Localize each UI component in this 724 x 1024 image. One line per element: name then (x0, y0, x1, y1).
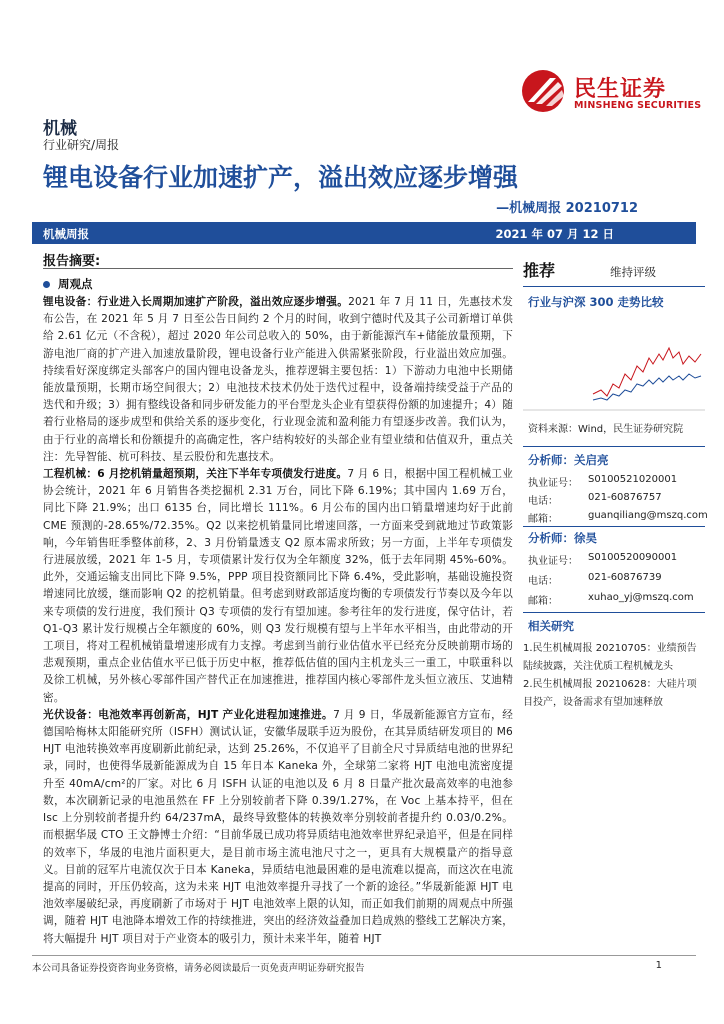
related-item[interactable]: 1.民生机械周报 20210705：业绩预告陆续披露，关注优质工程机械龙头 (523, 643, 697, 672)
email-label: 邮箱： (528, 514, 558, 525)
analyst-2-cert (528, 552, 678, 567)
footer-divider (32, 955, 696, 956)
email-label: 邮箱： (528, 596, 558, 607)
chart-source: 资料来源：Wind，民生证券研究院 (528, 424, 684, 435)
summary-divider (43, 268, 513, 269)
bullet-icon (43, 281, 50, 288)
rating-note: 维持评级 (610, 265, 656, 279)
paragraph-text: 7 月 6 日，根据中国工程机械工业协会统计，2021 年 6 月销售各类挖掘机 2.31 万台，同比下降 6.19%；其中国内 1.69 万台，同比下降 21.9%；出口 6135 台，同比增长 111%。6 月公布的国内出口销量增速均好于此前 CME 预测的-28.65%/72.35%。Q2 以来挖机销量同比增速回落，一方面来受到就地过节政策影响，今年销售旺季整体前移，2、3 月份销量透支 Q2 原本需求所致；另一方面，上半年专项债发行进展放缓，2021 年 1-5 月，专项债累计发行仅为全年额度 32%，低于去年同期 45%-60%。此外，交通运输支出同比下降 9.5%，PPP 项目投资额同比下降 6.4%，受此影响，基础设施投资增速同比放缓，继而影响 Q2 的挖机销量。但考虑到财政部适度均衡的专项债发行节奏以及今年以来专项债的发行进度，我们预计 Q3 专项债的发行有望加速。参考往年的发行进度，保守估计，若 Q1-Q3 累计发行规模占全年额度的 60%，则 Q3 发行规模有望与上半年水平相当，由此带动的开工项目，将对工程机械销量增速形成有力支撑。考虑到当前行业估值水平已经充分反映前期市场的悲观预期，重点企业估值水平已低于历史中枢，推荐低估值的国内主机龙头三一重工，中联重科以及徐工机械，另外核心零部件国产替代正在加速推进，推荐国内核心零部件龙头恒立液压、艾迪精密。 (43, 468, 513, 704)
analyst-2-phone (528, 572, 662, 587)
divider (523, 286, 705, 287)
chart-title: 行业与沪深 300 走势比较 (528, 295, 664, 309)
analyst-2-title: 分析师：徐昊 (528, 531, 597, 545)
paragraph (43, 294, 513, 466)
page-number: 1 (655, 960, 662, 971)
paragraph (43, 466, 513, 707)
paragraph-lead: 工程机械：6 月挖机销量超预期，关注下半年专项债发行进度。 (43, 468, 348, 481)
page-subtitle: —机械周报 20210712 (496, 201, 638, 216)
cert-value: S0100520090001 (588, 552, 678, 563)
paragraph-lead: 光伏设备：电池效率再创新高，HJT 产业化进程加速推进。 (43, 708, 334, 721)
paragraph-text: 2021 年 7 月 11 日，先惠技术发布公告，在 2021 年 5 月 7 日至公告日间约 2 个月的时间，收到宁德时代及其子公司新增订单供给 2.61 亿元（不含税），超过 2020 年公司总收入的 50%，由于新能源汽车+储能放量预期，下游电池厂商的扩产进入加速放量阶段，锂电设备行业产能进入供需紧张阶段，行业溢出效应加强。持续看好深度绑定头部客户的国内锂电设备龙头，推荐逻辑主要包括：1）下游动力电池中长期储能放量预期，长期市场空间很大；2）电池技术技术仍处于迭代过程中，设备端持续受益于产品的迭代和升级；3）拥有整线设备和同步研发能力的平台型龙头企业有望获得份额的加速提升；4）随着行业格局的逐步成型和供给关系的逐步变化，行业现金流和盈利能力有望逐步改善。我们认为，由于行业的高增长和份额提升的高确定性，客户结构较好的头部企业有望业绩和估值双升，重点关注：先导智能、杭可科技、星云股份和先惠技术。 (43, 296, 513, 463)
divider (523, 612, 705, 613)
brand-name-en: MINSHENG SECURITIES (574, 100, 702, 111)
email-value[interactable]: xuhao_yj@mszq.com (588, 592, 694, 603)
paragraph-lead: 锂电设备：行业进入长周期加速扩产阶段，溢出效应逐步增强。 (43, 296, 349, 308)
analyst-1-phone (528, 492, 662, 507)
phone-value: 021-60876757 (588, 492, 662, 503)
analyst-1-email (528, 510, 708, 525)
report-date: 2021 年 07 月 12 日 (495, 227, 614, 241)
cert-value: S0100521020001 (588, 474, 678, 485)
analyst-1-title: 分析师：关启亮 (528, 453, 609, 467)
section-heading-label: 周观点 (58, 277, 93, 291)
brand-logo-icon (520, 68, 570, 114)
divider (523, 526, 705, 527)
cert-label: 执业证号： (528, 478, 578, 489)
report-category: 行业研究/周报 (43, 138, 120, 152)
phone-label: 电话： (528, 496, 558, 507)
email-value[interactable]: guanqiliang@mszq.com (588, 510, 708, 521)
related-title: 相关研究 (528, 619, 574, 633)
summary-body (43, 294, 513, 948)
phone-value: 021-60876739 (588, 572, 662, 583)
section-heading (43, 276, 93, 292)
sector-label: 机械 (43, 119, 77, 139)
phone-label: 电话： (528, 576, 558, 587)
divider (523, 446, 705, 447)
paragraph-text: 7 月 9 日，华晟新能源官方宣布，经德国哈梅林太阳能研究所（ISFH）测试认证，安徽华晟联手迈为股份，在其异质结研发项目的 M6 HJT 电池转换效率再度刷新此前纪录，达到 25.26%，不仅追平了目前全尺寸异质结电池的世界纪录，同时，也使得华晟新能源成为自 15 年日本 Kaneka 外，全球第二家将 HJT 电池电流密度提升至 40mA/cm²的厂家。对比 6 月 ISFH 认证的电池以及 6 月 8 日量产批次最高效率的电池参数，本次刷新记录的电池虽然在 FF 上分别较前者下降 0.39/1.27%，在 Voc 上基本持平，但在 Isc 上分别较前者提升约 64/237mA，最终导致整体的转换效率分别较前者提升约 0.03/0.2%。而根据华晟 CTO 王文静博士介绍：“目前华晟已成功将异质结电池效率世界纪录追平，但是在同样的效率下，华晟的电池片面积更大，是目前市场主流电池尺寸之一，更具有大规模量产的指导意义。目前的冠军片电流仅次于日本 Kaneka，异质结电池最困难的是电流难以提高，而这次在电流提高的同时，开压仍较高，这为未来 HJT 电池效率提升寻找了一个新的途径。”华晟新能源 HJT 电池效率屡破纪录，再度刷新了市场对于 HJT 电池效率上限的认知，而正如我们前期的周观点中所强调，随着 HJT 电池降本增效工作的持续推进，突出的经济效益叠加日趋成熟的整线工艺解决方案，将大幅提升 HJT 项目对于产业资本的吸引力，预计未来半年，随着 HJT (43, 708, 513, 945)
paragraph (43, 707, 513, 948)
cert-label: 执业证号： (528, 556, 578, 567)
summary-title: 报告摘要: (43, 254, 101, 269)
trend-chart (523, 314, 705, 414)
analyst-2-email (528, 592, 694, 607)
related-item[interactable]: 2.民生机械周报 20210628：大硅片项目投产，设备需求有望加速释放 (523, 679, 697, 708)
footer-disclaimer: 本公司具备证券投资咨询业务资格，请务必阅读最后一页免责声明证券研究报告 (32, 963, 365, 974)
trend-chart-svg (523, 314, 705, 414)
analyst-1-cert (528, 474, 678, 489)
rating: 推荐 (523, 261, 556, 280)
page-title: 锂电设备行业加速扩产，溢出效应逐步增强 (43, 163, 519, 192)
brand-name: 民生证券 (574, 77, 667, 102)
report-series: 机械周报 (43, 227, 89, 241)
